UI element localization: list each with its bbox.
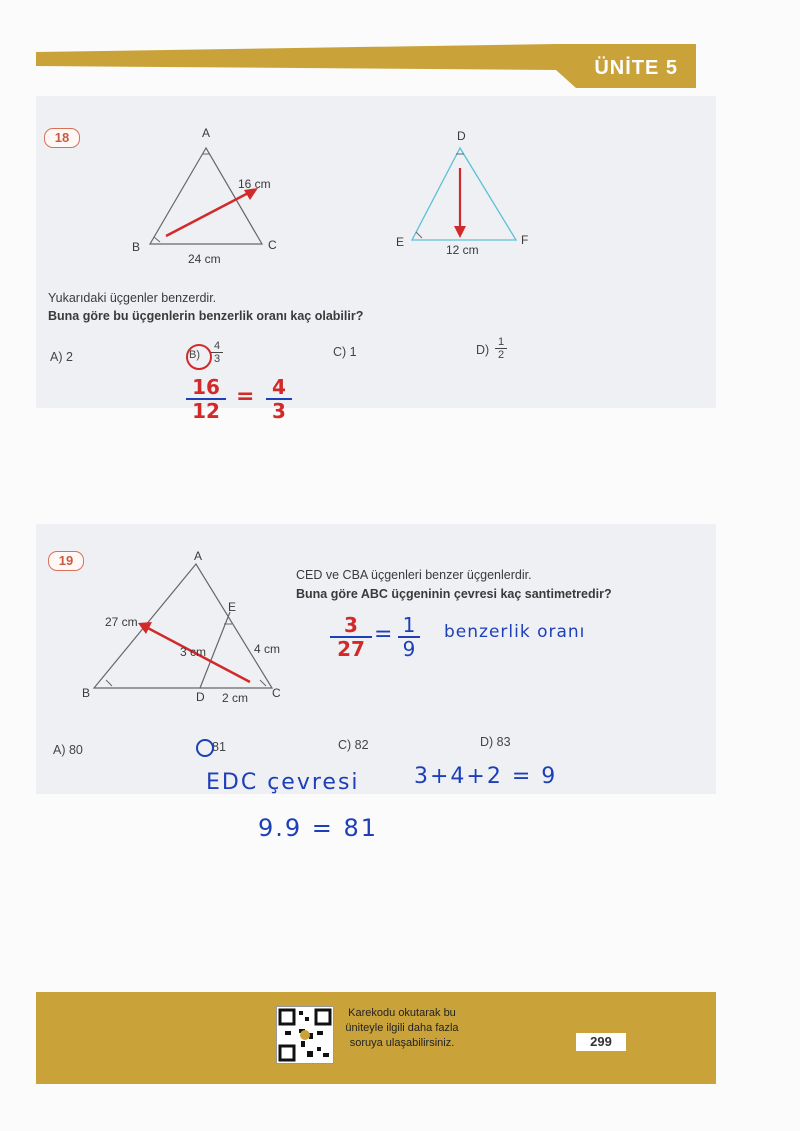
q18-hw-frac1-den: 12 bbox=[192, 399, 220, 423]
question-number-18: 18 bbox=[44, 128, 80, 148]
q18-side-bc: 24 cm bbox=[188, 252, 221, 266]
q19-option-d[interactable]: D) 83 bbox=[480, 735, 511, 749]
q19-option-c[interactable]: C) 82 bbox=[338, 738, 369, 752]
q19-vertex-e: E bbox=[228, 600, 237, 614]
q18-hw-frac2-num: 4 bbox=[266, 376, 292, 400]
q19-vertex-d: D bbox=[196, 690, 205, 704]
q18-vertex-b: B bbox=[132, 240, 141, 254]
q19-vertex-c: C bbox=[272, 686, 281, 700]
q19-side-dc: 2 cm bbox=[222, 691, 249, 705]
q18-option-b-denominator: 3 bbox=[213, 353, 221, 365]
q18-vertex-e: E bbox=[396, 235, 405, 249]
q18-hw-frac1-num: 16 bbox=[186, 376, 226, 400]
q18-option-b-numerator: 4 bbox=[211, 340, 223, 353]
q18-option-d-fraction bbox=[495, 336, 507, 361]
q19-vertex-b: B bbox=[82, 686, 91, 700]
q19-side-ec: 4 cm bbox=[254, 642, 281, 656]
unit-label: ÜNİTE 5 bbox=[594, 57, 678, 79]
qr-instruction-text: Karekodu okutarak bu üniteyle ilgili daha fazla soruya ulaşabilirsiniz. bbox=[345, 1007, 459, 1049]
q18-option-c[interactable]: C) 1 bbox=[333, 345, 357, 359]
q18-question: Buna göre bu üçgenlerin benzerlik oranı kaç olabilir? bbox=[48, 309, 364, 323]
q18-hw-fraction-left bbox=[186, 376, 226, 422]
q19-hw-ratio-note: benzerlik oranı bbox=[444, 622, 586, 642]
q19-hw-equals: = bbox=[374, 622, 393, 647]
q19-side-ed: 3 cm bbox=[180, 645, 207, 659]
q19-option-b[interactable]: 81 bbox=[212, 740, 226, 754]
q19-hw-line1-label: EDC çevresi bbox=[206, 770, 360, 795]
q18-hw-fraction-right bbox=[266, 376, 292, 422]
q18-triangle-def bbox=[400, 136, 530, 256]
q18-red-arrow bbox=[166, 190, 254, 236]
q19-hw-fraction-right bbox=[398, 614, 420, 660]
q19-hw-frac2-den: 9 bbox=[402, 637, 416, 661]
q18-option-b-fraction bbox=[211, 340, 223, 365]
q19-statement: CED ve CBA üçgenleri benzer üçgenlerdir. bbox=[296, 568, 532, 582]
q19-hw-frac1-den: 27 bbox=[337, 637, 365, 661]
q19-question: Buna göre ABC üçgeninin çevresi kaç santimetredir? bbox=[296, 587, 612, 601]
q18-hw-frac2-den: 3 bbox=[272, 399, 286, 423]
q19-vertex-a: A bbox=[194, 549, 203, 563]
q19-hw-frac2-num: 1 bbox=[398, 614, 420, 638]
q18-option-d-denominator: 2 bbox=[497, 349, 505, 361]
question-number-19: 19 bbox=[48, 551, 84, 571]
q19-side-ba: 27 cm bbox=[105, 615, 138, 629]
q18-option-a[interactable]: A) 2 bbox=[50, 350, 73, 364]
q18-hw-equals: = bbox=[236, 384, 255, 409]
q19-triangle-figure bbox=[80, 552, 290, 712]
q18-option-b[interactable]: B) bbox=[189, 349, 200, 361]
q18-side-ef: 12 cm bbox=[446, 243, 479, 257]
q18-vertex-c: C bbox=[268, 238, 277, 252]
q18-option-d-numerator: 1 bbox=[495, 336, 507, 349]
q18-vertex-a: A bbox=[202, 126, 211, 140]
q19-hw-fraction-left bbox=[330, 614, 372, 660]
q19-hw-frac1-num: 3 bbox=[330, 614, 372, 638]
page-number: 299 bbox=[576, 1033, 626, 1051]
q18-statement: Yukarıdaki üçgenler benzerdir. bbox=[48, 291, 217, 305]
q18-option-d[interactable]: D) bbox=[476, 343, 490, 357]
q18-vertex-f: F bbox=[521, 233, 529, 247]
q18-side-ac: 16 cm bbox=[238, 177, 271, 191]
q18-vertex-d: D bbox=[457, 129, 466, 143]
q19-option-a[interactable]: A) 80 bbox=[53, 743, 83, 757]
q19-hw-line2-calc: 9.9 = 81 bbox=[258, 814, 379, 842]
q19-hw-line1-calc: 3+4+2 = 9 bbox=[414, 764, 558, 789]
qr-code-icon[interactable] bbox=[276, 1006, 334, 1064]
